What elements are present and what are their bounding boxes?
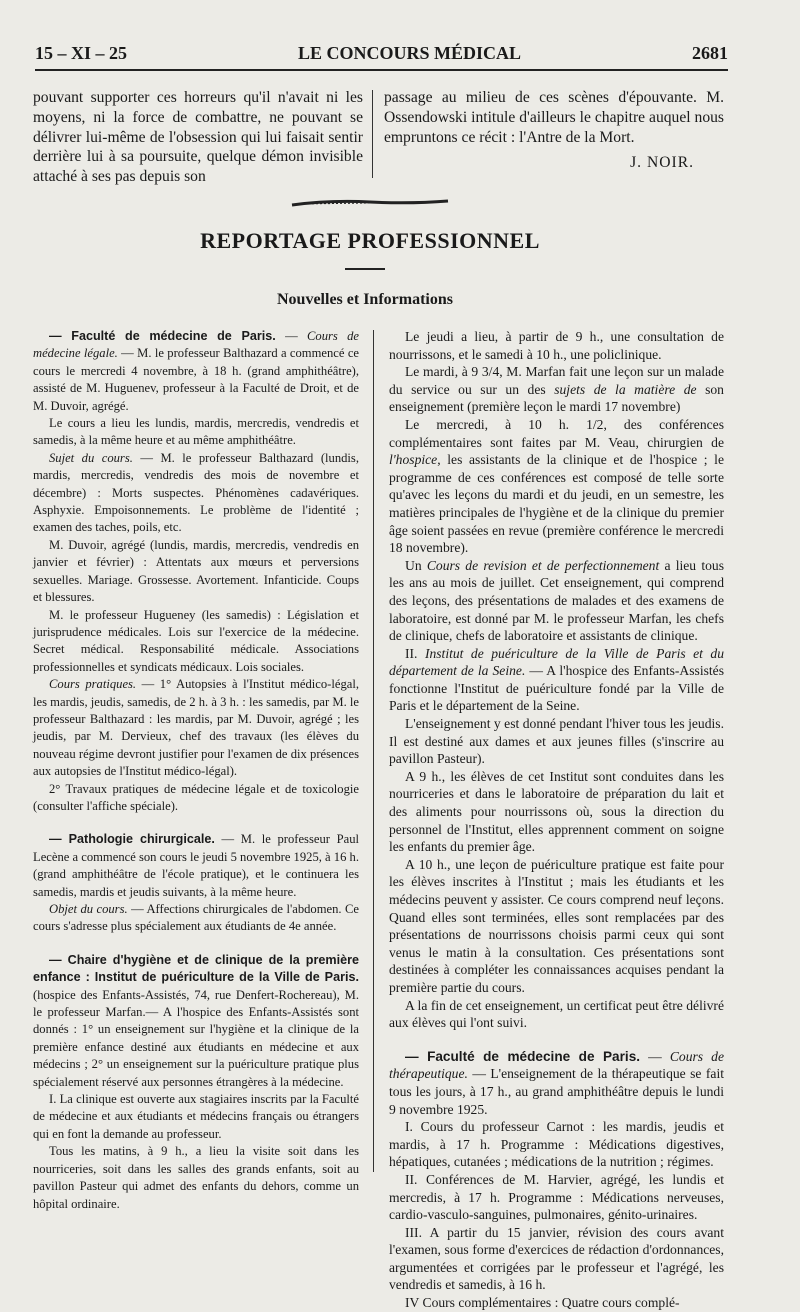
paragraph: M. Duvoir, agrégé (lundis, mardis, mercredis, vendredis en janvier et février) : Attentats aux mœurs et perversions sexuelles. Mariage. Grossesse. Avortement. Infanticide. Coups et blessures. xyxy=(33,537,359,605)
section-subtitle: Nouvelles et Informations xyxy=(277,291,453,308)
page-number: 2681 xyxy=(691,43,728,63)
paragraph: Le cours a lieu les lundis, mardis, mercredis, vendredis et samedis, à la même heure et au même amphithéâtre. xyxy=(33,416,359,448)
paragraph: Un Cours de revision et de perfectionnement a lieu tous les ans au mois de juillet. Cet enseignement, qui comprend des leçons, des présentations de malades et des examens de laboratoire, est donné par M. le professeur Marfan, les chefs de clinique, chefs de laboratoire et assistants de clinique. xyxy=(389,557,724,644)
author-signature: J. NOIR. xyxy=(630,154,694,172)
paragraph: II. Institut de puériculture de la Ville de Paris et du département de la Seine. — A l'hospice des Enfants-Assistés fonctionne l'Institut de puériculture fondé par la Ville de Paris et le département de la Seine. xyxy=(389,645,724,714)
news-right-column xyxy=(389,328,724,1312)
item-heading: — Chaire d'hygiène et de clinique de la première enfance : Institut de puériculture de la Ville de Paris. xyxy=(33,952,359,985)
paragraph: Tous les matins, à 9 h., a lieu la visite soit dans les nourriceries, soit dans les salles des grands enfants, soit au pavillon Pasteur qui admet des enfants du dehors, comme un hôpital ordinaire. xyxy=(33,1144,359,1211)
item-heading: — Faculté de médecine de Paris. xyxy=(49,329,276,343)
issue-date: 15 – XI – 25 xyxy=(35,43,128,63)
paragraph: M. le professeur Hugueney (les samedis) : Législation et jurisprudence médicales. Lois sur l'exercice de la médecine. Secret médical. Responsabilité médicale. Associations professionnelles et syndicats médicaux. Lois sociales. xyxy=(33,607,359,674)
paragraph: — Faculté de médecine de Paris. — Cours de médecine légale. — M. le professeur Balthazard a commencé ce cours le mercredi 4 novembre, à 18 h. (grand amphithéâtre), assisté de M. Huguenev, professeur à la Faculté de Droit, et de M. Duvoir, agrégé. xyxy=(33,329,359,413)
item-heading: — Faculté de médecine de Paris. xyxy=(405,1048,641,1064)
paragraph: II. Conférences de M. Harvier, agrégé, les lundis et mercredis, à 17 h. Programme : Médications nerveuses, cardio-vasculo-sanguines, pulmonaires, génito-urinaires. xyxy=(389,1171,724,1223)
journal-title: LE CONCOURS MÉDICAL xyxy=(297,43,522,63)
intro-column-divider xyxy=(372,90,373,178)
paragraph: III. A partir du 15 janvier, révision des cours avant l'examen, sous forme d'exercices de rédaction d'ordonnances, argumentées et corrigées par le professeur et l'agrégé, les vendredis et samedis, à 16 h. xyxy=(389,1224,724,1293)
intro-left-text: pouvant supporter ces horreurs qu'il n'avait ni les moyens, ni la force de combattre, ne pouvant se délivrer lui-même de l'obsession qui lui faisait sentir derrière lui à sa poursuite, quelque démon invisible attaché à ses pas depuis son xyxy=(33,89,363,186)
intro-left-column xyxy=(33,88,363,187)
news-left-column xyxy=(33,328,359,1213)
paragraph: A la fin de cet enseignement, un certificat peut être délivré aux élèves qui l'ont suivi. xyxy=(389,997,724,1031)
paragraph: I. La clinique est ouverte aux stagiaires inscrits par la Faculté de médecine et aux étudiants et médecins français ou étrangers qui en font la demande au professeur. xyxy=(33,1092,359,1141)
paragraph: — Pathologie chirurgicale. — M. le professeur Paul Lecène a commencé son cours le jeudi 5 novembre 1925, à 16 h. (grand amphithéâtre de l'école pratique), et le continuera les samedis, mardis et jeudis suivants, à la même heure. xyxy=(33,832,359,899)
paragraph: Le jeudi a lieu, à partir de 9 h., une consultation de nourrissons, et le samedi à 10 h., une policlinique. xyxy=(389,329,724,362)
item-heading: — Pathologie chirurgicale. xyxy=(49,832,215,847)
intro-right-column xyxy=(384,88,724,173)
title-rule xyxy=(345,268,385,270)
decorative-flourish xyxy=(290,196,450,210)
paragraph: I. Cours du professeur Carnot : les mardis, jeudis et mardis, à 17 h. Programme : Médications digestives, hépatiques, cutanées ; médications de la nutrition ; régimes. xyxy=(389,1119,724,1170)
paragraph: A 9 h., les élèves de cet Institut sont conduites dans les nourriceries et dans le laboratoire de préparation du lait et des aliments pour nourrissons où, sous la direction du personnel de l'Institut, elles apprennent comment on soigne les enfants du premier âge. xyxy=(389,768,724,855)
section-title: REPORTAGE PROFESSIONNEL xyxy=(200,228,540,253)
paragraph: — Faculté de médecine de Paris. — Cours de thérapeutique. — L'enseignement de la thérapeutique se fait tous les jours, à 17 h., au grand amphithéâtre depuis le lundi 9 novembre 1925. xyxy=(389,1048,724,1117)
paragraph: 2° Travaux pratiques de médecine légale et de toxicologie (consulter l'affiche spéciale). xyxy=(33,781,359,813)
intro-right-text: passage au milieu de ces scènes d'épouvante. M. Ossendowski intitule d'ailleurs le chapitre auquel nous empruntons ce récit : l'Antre de la Mort. xyxy=(384,89,724,146)
paragraph: Le mardi, à 9 3/4, M. Marfan fait une leçon sur un malade du service ou sur un des sujets de la matière de son enseignement (première leçon le mardi 17 novembre) xyxy=(389,364,724,415)
paragraph: L'enseignement y est donné pendant l'hiver tous les jeudis. Il est destiné aux dames et aux jeunes filles (s'inscrire au pavillon Pasteur). xyxy=(389,716,724,767)
paragraph: Sujet du cours. — M. le professeur Balthazard (lundis, mardis, mercredis, vendredis des mois de novembre et décembre) : Morts suspectes. Phénomènes cadavériques. Asphyxie. Empoisonnements. Le problème de l'identité ; examen des taches, poils, etc. xyxy=(33,450,359,535)
paragraph: Objet du cours. — Affections chirurgicales de l'abdomen. Ce cours s'adresse plus spécialement aux étudiants de 4e année. xyxy=(33,902,359,934)
paragraph: IV Cours complémentaires : Quatre cours complé- xyxy=(405,1295,680,1311)
header-rule xyxy=(35,69,728,71)
paragraph: Le mercredi, à 10 h. 1/2, des conférences complémentaires sont faites par M. Veau, chirurgien de l'hospice, les assistants de la clinique et de l'hospice ; le programme de ces conférences est composé de telle sorte qu'avec les leçons du mardi et du jeudi, en un semestre, les matières principales de l'hygiène et de la clinique du premier âge soient passées en revue (première conférence le mercredi 18 novembre). xyxy=(389,416,724,556)
paragraph: Cours pratiques. — 1° Autopsies à l'Institut médico-légal, les mardis, jeudis, samedis, de 2 h. à 3 h. : les samedis, par M. le professeur Balthazard : les mardis, par M. Duvoir, agrégé ; les jeudis, par M. Dervieux, chef des travaux (les élèves du nouveau régime devront justifier pour l'examen de dix présences aux autopsies de l'Institut médico-légal). xyxy=(33,677,359,779)
paragraph: A 10 h., une leçon de puériculture pratique est faite pour les élèves inscrites à l'Institut ; mais les étudiants et les médecins peuvent y assister. Ce cours comprend neuf leçons. Quand elles sont terminées, elles sont remplacées par des présentations de nourrissons choisis parmi ceux qui sont venus le matin à la consultation. Ces présentations sont destinées à compléter les connaissances acquises pendant la première partie du cours. xyxy=(389,856,724,995)
page-header xyxy=(35,43,728,69)
news-column-divider xyxy=(373,330,374,1172)
paragraph: — Chaire d'hygiène et de clinique de la première enfance : Institut de puériculture de la Ville de Paris. (hospice des Enfants-Assistés, 74, rue Denfert-Rochereau), M. le professeur Marfan.— A l'hospice des Enfants-Assistés sont donnés : 1° un enseignement sur l'hygiène et la clinique de la première enfance destiné aux étudiants en médecine et aux médecins ; 2° un enseignement sur la puériculture pratique plus spécialement réservé aux personnes étrangères à la médecine. xyxy=(33,952,359,1089)
